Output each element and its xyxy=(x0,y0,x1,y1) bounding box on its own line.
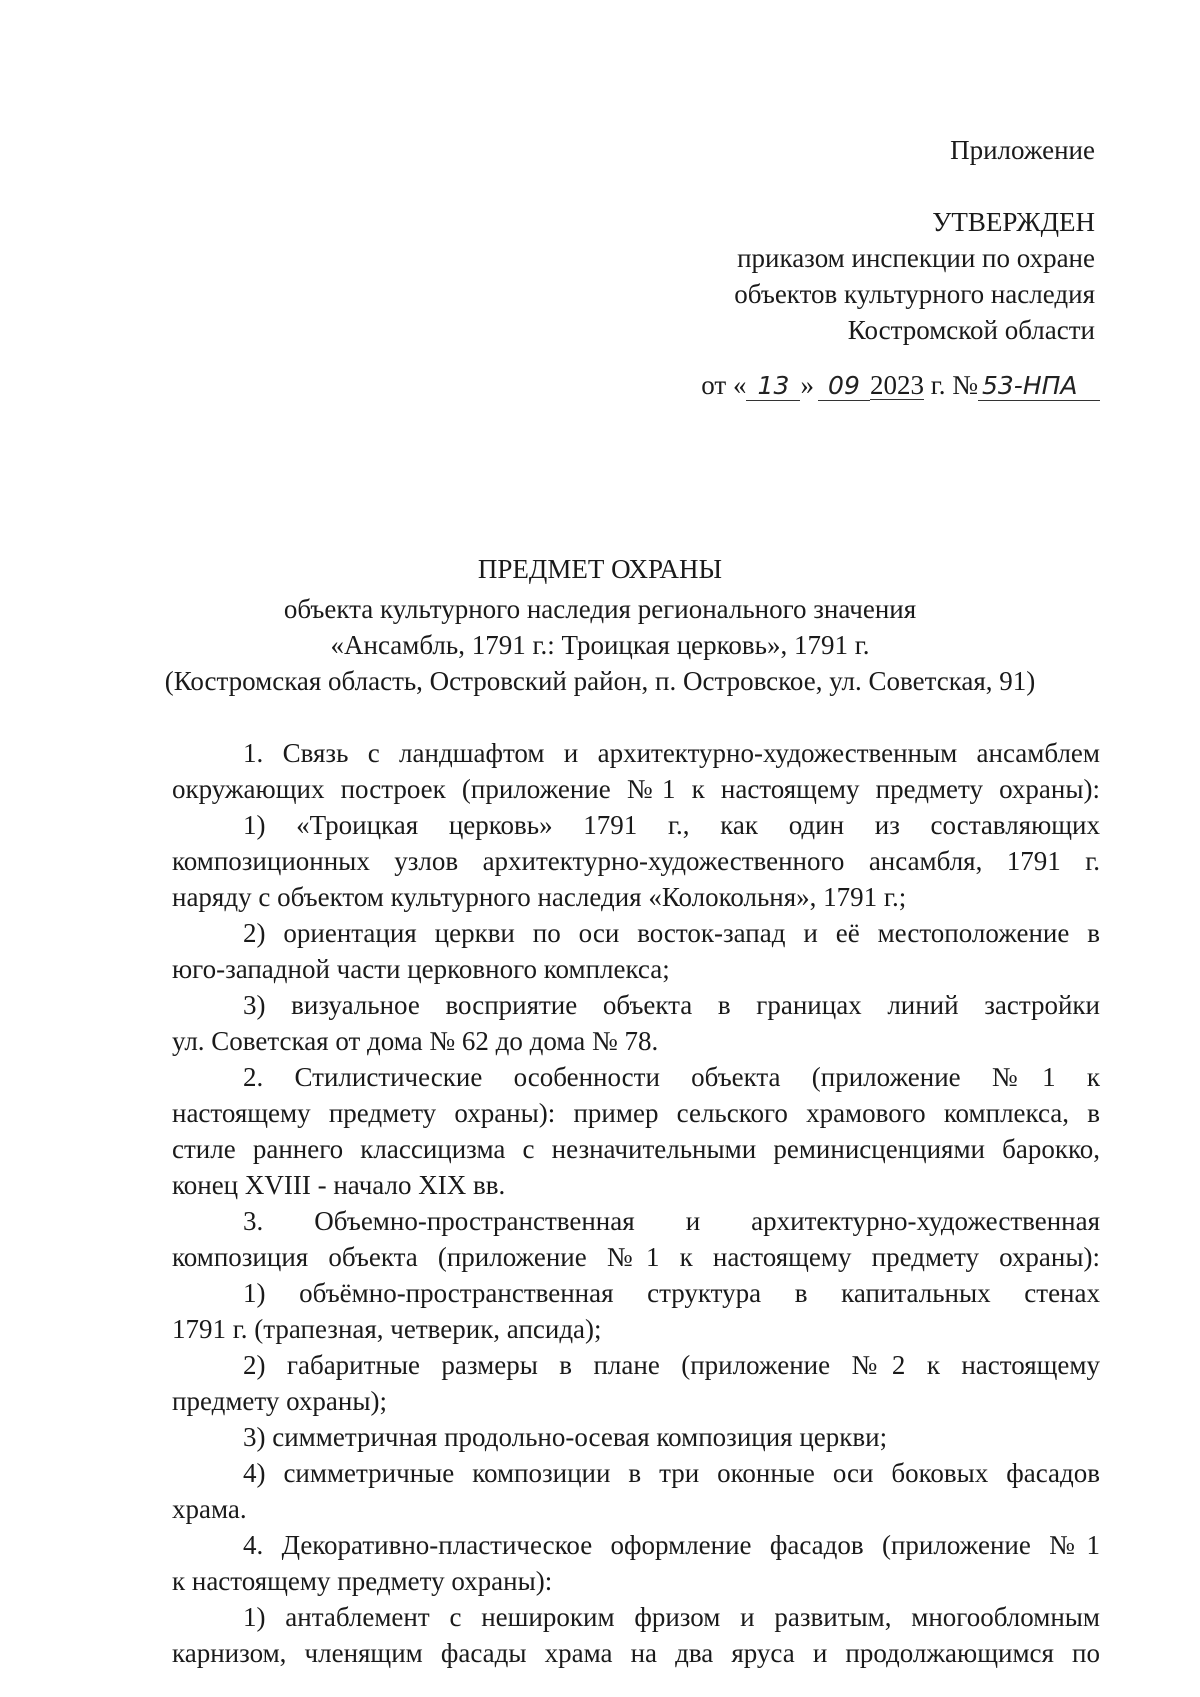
body-line: настоящему предмету охраны): пример сельского храмового комплекса, в xyxy=(172,1098,1100,1128)
body-line: стиле раннего классицизма с незначительными реминисценциями барокко, xyxy=(172,1134,1100,1164)
body-line: к настоящему предмету охраны): xyxy=(172,1566,553,1596)
body-line: композиция объекта (приложение №1 к настоящему предмету охраны): xyxy=(172,1242,1100,1272)
body-line: 3) визуальное восприятие объекта в границах линий застройки xyxy=(243,990,1100,1020)
body-line: 1) антаблемент с нешироким фризом и развитым, многообломным xyxy=(243,1602,1100,1632)
title-line-4: (Костромская область, Островский район, п. Островское, ул. Советская, 91) xyxy=(164,666,1036,696)
title-line-3: «Ансамбль, 1791 г.: Троицкая церковь», 1791 г. xyxy=(330,630,870,660)
date-mid: » xyxy=(800,370,814,400)
body-line: 2) габаритные размеры в плане (приложение №2 к настоящему xyxy=(243,1350,1100,1380)
body-line: карнизом, членящим фасады храма на два яруса и продолжающимся по xyxy=(172,1638,1100,1668)
body-line: композиционных узлов архитектурно-художественного ансамбля, 1791 г. xyxy=(172,846,1100,876)
order-number: 53-НПА xyxy=(978,372,1100,401)
body-line: конец XVIII - начало XIX вв. xyxy=(172,1170,506,1200)
body-line: 4. Декоративно-пластическое оформление фасадов (приложение №1 xyxy=(243,1530,1100,1560)
body-line: 4) симметричные композиции в три оконные оси боковых фасадов xyxy=(243,1458,1100,1488)
body-line: 3. Объемно-пространственная и архитектурно-художественная xyxy=(243,1206,1100,1236)
date-prefix: от « xyxy=(701,370,747,400)
appendix-label: Приложение xyxy=(950,135,1095,165)
date-day: 13 xyxy=(746,372,800,401)
body-line: 1. Связь с ландшафтом и архитектурно-художественным ансамблем xyxy=(243,738,1100,768)
body-line: наряду с объектом культурного наследия «Колокольня», 1791 г.; xyxy=(172,882,907,912)
title-line-2: объекта культурного наследия регионального значения xyxy=(283,594,917,624)
body-line: храма. xyxy=(172,1494,247,1524)
approved-label: УТВЕРЖДЕН xyxy=(932,207,1095,237)
body-line: 1) «Троицкая церковь» 1791 г., как один из составляющих xyxy=(243,810,1100,840)
order-date-line xyxy=(701,367,1100,403)
body-line: юго-западной части церковного комплекса; xyxy=(172,954,670,984)
order-line-2: объектов культурного наследия xyxy=(734,279,1095,309)
order-line-1: приказом инспекции по охране xyxy=(737,243,1095,273)
body-line: 1) объёмно-пространственная структура в капитальных стенах xyxy=(243,1278,1100,1308)
date-suffix: г. № xyxy=(923,370,978,400)
date-year: 2023 xyxy=(869,370,924,400)
body-line: 2) ориентация церкви по оси восток-запад и её местоположение в xyxy=(243,918,1100,948)
body-line: 2. Стилистические особенности объекта (приложение №1 к xyxy=(243,1062,1100,1092)
body-line: 3) симметричная продольно-осевая композиция церкви; xyxy=(243,1422,888,1452)
document-title: ПРЕДМЕТ ОХРАНЫ xyxy=(477,554,723,584)
body-line: окружающих построек (приложение №1 к настоящему предмету охраны): xyxy=(172,774,1100,804)
body-line: 1791 г. (трапезная, четверик, апсида); xyxy=(172,1314,602,1344)
date-month: 09 xyxy=(818,372,870,401)
body-line: предмету охраны); xyxy=(172,1386,387,1416)
body-line: ул. Советская от дома № 62 до дома № 78. xyxy=(172,1026,659,1056)
order-line-3: Костромской области xyxy=(847,315,1095,345)
